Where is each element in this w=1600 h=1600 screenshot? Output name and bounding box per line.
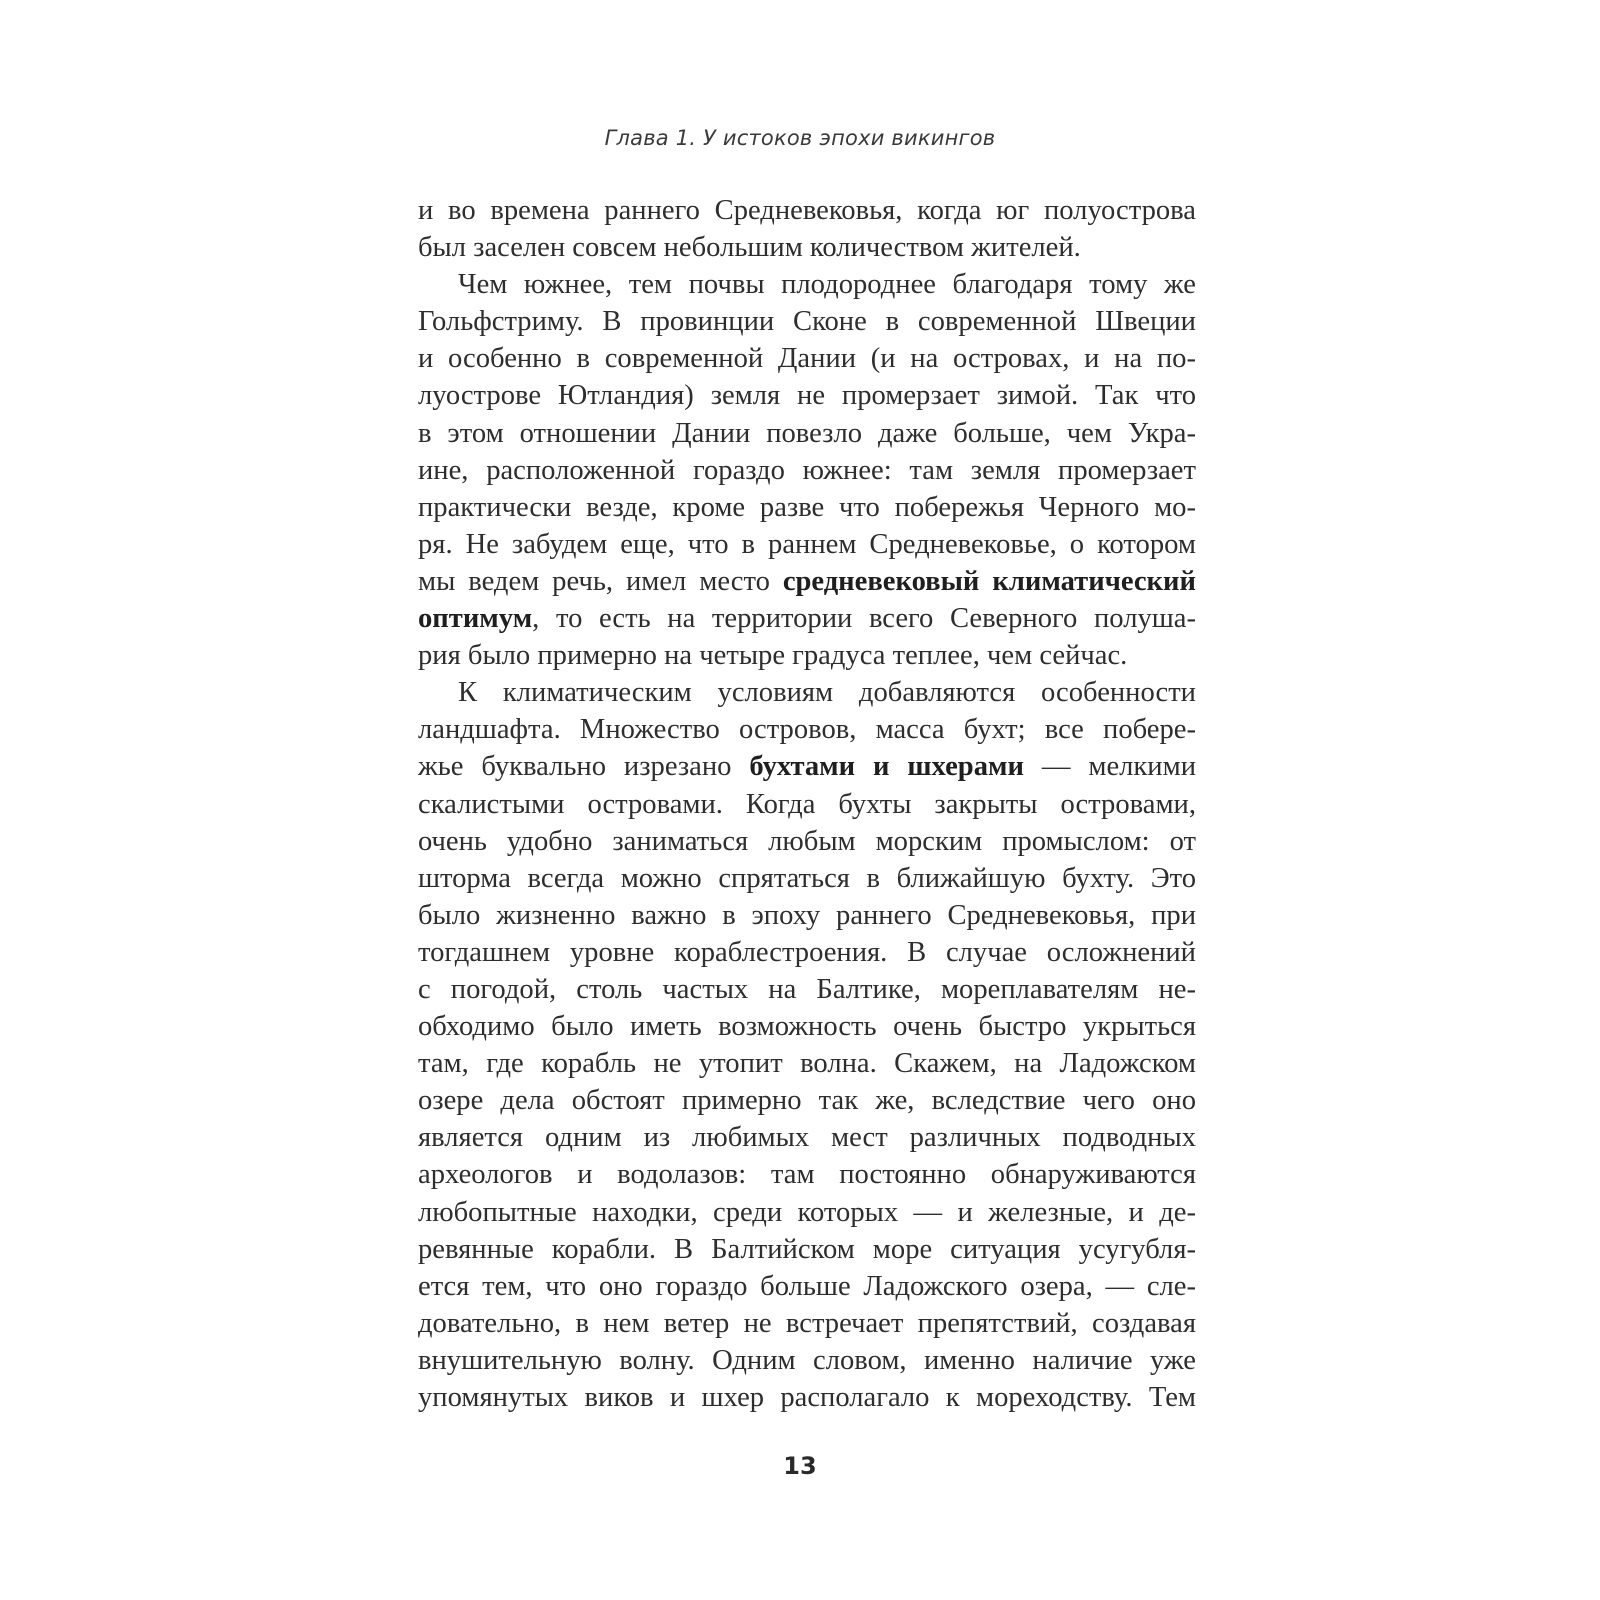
- text-line: ландшафта. Множество островов, масса бухт; все побере-: [418, 714, 1196, 746]
- text-line: тогдашнем уровне кораблестроения. В случае осложнений: [418, 936, 1196, 968]
- text-line: луострове Ютландия) земля не промерзает зимой. Так что: [418, 380, 1196, 412]
- text-line: и во времена раннего Средневековья, когда юг полуострова: [418, 195, 1196, 226]
- text-line: обходимо было иметь возможность очень быстро укрыться: [418, 1011, 1196, 1043]
- text-line: археологов и водолазов: там постоянно обнаруживаются: [418, 1159, 1196, 1191]
- text-line: озере дела обстоят примерно так же, вследствие чего оно: [418, 1085, 1196, 1117]
- text-line: практически везде, кроме разве что побережья Черного мо-: [418, 491, 1196, 523]
- text-line: жье буквально изрезано бухтами и шхерами — мелкими: [418, 751, 1197, 783]
- text-line: в этом отношении Дании повезло даже больше, чем Укра-: [418, 417, 1196, 449]
- text-line: ря. Не забудем еще, что в раннем Средневековье, о котором: [418, 528, 1196, 560]
- text-line: рия было примерно на четыре градуса теплее, чем сейчас.: [418, 640, 1128, 672]
- text-line: мы ведем речь, имел место средневековый климатический: [418, 565, 1196, 597]
- text-line: Чем южнее, тем почвы плодороднее благодаря тому же: [458, 269, 1196, 301]
- text-line: оптимум, то есть на территории всего Северного полуша-: [418, 603, 1196, 635]
- text-line: было жизненно важно в эпоху раннего Средневековья, при: [418, 899, 1196, 931]
- text-line: К климатическим условиям добавляются особенности: [458, 677, 1196, 709]
- text-line: ревянные корабли. В Балтийском море ситуация усугубля-: [418, 1233, 1196, 1265]
- text-line: ине, расположенной гораздо южнее: там земля промерзает: [418, 454, 1196, 486]
- text-line: там, где корабль не утопит волна. Скажем, на Ладожском: [418, 1048, 1196, 1080]
- text-line: внушительную волну. Одним словом, именно наличие уже: [418, 1344, 1196, 1376]
- page-number: 13: [783, 1452, 817, 1480]
- text-line: и особенно в современной Дании (и на островах, и на по-: [418, 343, 1196, 375]
- text-line: был заселен совсем небольшим количеством жителей.: [418, 232, 1081, 264]
- text-line: очень удобно заниматься любым морским промыслом: от: [418, 825, 1196, 857]
- running-head: Глава 1. У истоков эпохи викингов: [604, 126, 996, 150]
- text-line: довательно, в нем ветер не встречает препятствий, создавая: [418, 1307, 1196, 1339]
- text-line: ется тем, что оно гораздо больше Ладожского озера, — сле-: [418, 1270, 1196, 1302]
- text-line: упомянутых виков и шхер располагало к мореходству. Тем: [418, 1382, 1196, 1413]
- text-line: скалистыми островами. Когда бухты закрыты островами,: [418, 788, 1196, 820]
- text-line: Гольфстриму. В провинции Сконе в современной Швеции: [418, 306, 1196, 338]
- text-line: является одним из любимых мест различных подводных: [418, 1122, 1196, 1154]
- text-line: любопытные находки, среди которых — и железные, и де-: [418, 1196, 1196, 1228]
- text-line: шторма всегда можно спрятаться в ближайшую бухту. Это: [418, 862, 1196, 894]
- body-text: [418, 192, 1196, 1416]
- text-line: с погодой, столь частых на Балтике, мореплавателям не-: [418, 973, 1196, 1005]
